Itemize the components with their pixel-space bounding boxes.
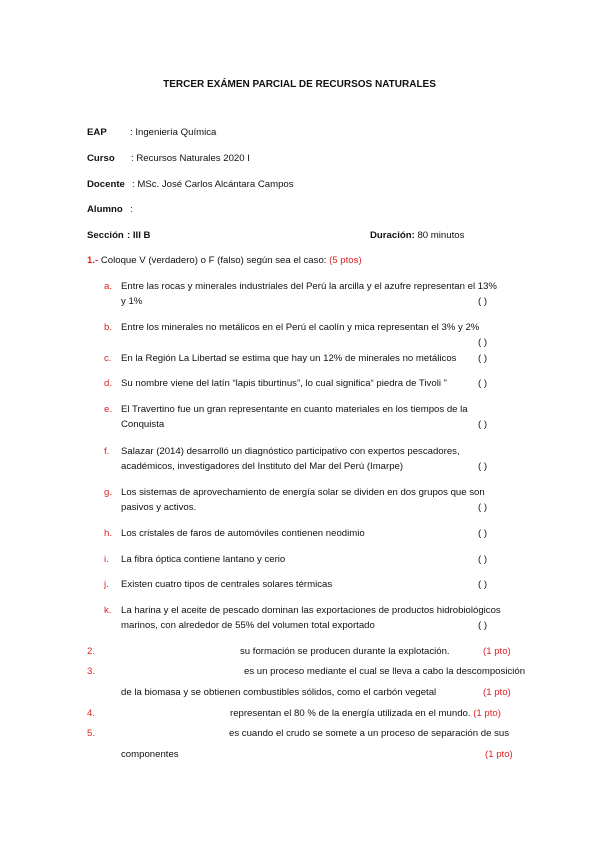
curso-label: Curso bbox=[87, 153, 115, 164]
seccion-label: Sección bbox=[87, 230, 124, 241]
answer-box[interactable]: ( ) bbox=[478, 353, 488, 364]
question-text: Coloque V (verdadero) o F (falso) según sea el caso: bbox=[98, 255, 330, 266]
item-letter: j. bbox=[104, 579, 109, 590]
item-text-line2: marinos, con alrededor de 55% del volumen total exportado bbox=[121, 620, 375, 631]
answer-box[interactable]: ( ) bbox=[478, 579, 488, 590]
seccion-value: : III B bbox=[127, 230, 151, 241]
answer-box[interactable]: ( ) bbox=[478, 620, 488, 631]
curso-value: : Recursos Naturales 2020 I bbox=[131, 153, 250, 164]
item-letter: b. bbox=[104, 322, 113, 333]
item-letter: h. bbox=[104, 528, 113, 539]
item-letter: c. bbox=[104, 353, 112, 364]
alumno-label: Alumno bbox=[87, 204, 123, 215]
item-text: La fibra óptica contiene lantano y cerio bbox=[121, 554, 286, 565]
answer-box[interactable]: ( ) bbox=[478, 502, 488, 513]
question-points: (5 ptos) bbox=[329, 255, 362, 266]
item-text: Existen cuatro tipos de centrales solares térmicas bbox=[121, 579, 333, 590]
item-text: Los sistemas de aprovechamiento de energía solar se dividen en dos grupos que son bbox=[121, 487, 485, 498]
duracion-value: 80 minutos bbox=[414, 230, 465, 241]
item-text: El Travertino fue un gran representante en cuanto materiales en los tiempos de la bbox=[121, 404, 468, 415]
question-points: (1 pto) bbox=[483, 646, 511, 657]
answer-box[interactable]: ( ) bbox=[478, 296, 488, 307]
question-text bbox=[230, 708, 501, 719]
question-1 bbox=[87, 255, 362, 266]
item-text-line2: y 1% bbox=[121, 296, 143, 307]
question-text: es cuando el crudo se somete a un proceso de separación de sus bbox=[229, 728, 509, 739]
duracion-label: Duración: bbox=[370, 230, 415, 241]
answer-box[interactable]: ( ) bbox=[478, 378, 488, 389]
alumno-value: : bbox=[130, 204, 133, 215]
item-text: Los cristales de faros de automóviles contienen neodimio bbox=[121, 528, 365, 539]
item-text: En la Región La Libertad se estima que hay un 12% de minerales no metálicos bbox=[121, 353, 457, 364]
item-text: Su nombre viene del latín “lapis tiburtinus”, lo cual significa“ piedra de Tivoli ” bbox=[121, 378, 447, 389]
question-text-line2: de la biomasa y se obtienen combustibles sólidos, como el carbón vegetal bbox=[121, 687, 437, 698]
item-letter: e. bbox=[104, 404, 113, 415]
question-text-body: representan el 80 % de la energía utilizada en el mundo. bbox=[230, 708, 474, 719]
item-letter: g. bbox=[104, 487, 113, 498]
item-text: Salazar (2014) desarrolló un diagnóstico participativo con expertos pescadores, bbox=[121, 446, 460, 457]
answer-box[interactable]: ( ) bbox=[478, 554, 488, 565]
item-text: Entre los minerales no metálicos en el Perú el caolín y mica representan el 3% y 2% bbox=[121, 322, 480, 333]
question-points: (1 pto) bbox=[473, 708, 501, 719]
eap-value: : Ingeniería Química bbox=[130, 127, 217, 138]
answer-box[interactable]: ( ) bbox=[478, 528, 488, 539]
eap-label: EAP bbox=[87, 127, 107, 138]
question-text-line2: componentes bbox=[121, 749, 179, 760]
item-text-line2: pasivos y activos. bbox=[121, 502, 197, 513]
question-number: 3. bbox=[87, 666, 96, 677]
question-text: es un proceso mediante el cual se lleva a cabo la descomposición bbox=[244, 666, 526, 677]
question-number: 1.- bbox=[87, 255, 99, 266]
page-title: TERCER EXÁMEN PARCIAL DE RECURSOS NATURALES bbox=[163, 79, 436, 90]
question-points: (1 pto) bbox=[485, 749, 513, 760]
question-text: su formación se producen durante la explotación. bbox=[240, 646, 450, 657]
item-letter: i. bbox=[104, 554, 109, 565]
question-points: (1 pto) bbox=[483, 687, 511, 698]
answer-box[interactable]: ( ) bbox=[478, 337, 488, 348]
item-letter: k. bbox=[104, 605, 112, 616]
item-text: Entre las rocas y minerales industriales del Perú la arcilla y el azufre representan el 13% bbox=[121, 281, 497, 292]
question-number: 2. bbox=[87, 646, 96, 657]
item-letter: a. bbox=[104, 281, 113, 292]
item-text: La harina y el aceite de pescado dominan las exportaciones de productos hidrobiológicos bbox=[121, 605, 501, 616]
item-letter: f. bbox=[104, 446, 110, 457]
answer-box[interactable]: ( ) bbox=[478, 419, 488, 430]
answer-box[interactable]: ( ) bbox=[478, 461, 488, 472]
item-letter: d. bbox=[104, 378, 113, 389]
item-text-line2: Conquista bbox=[121, 419, 165, 430]
item-text-line2: académicos, investigadores del Instituto del Mar del Perú (Imarpe) bbox=[121, 461, 404, 472]
question-number: 5. bbox=[87, 728, 96, 739]
docente-label: Docente bbox=[87, 179, 125, 190]
docente-value: : MSc. José Carlos Alcántara Campos bbox=[132, 179, 294, 190]
question-number: 4. bbox=[87, 708, 96, 719]
duracion bbox=[370, 230, 464, 241]
